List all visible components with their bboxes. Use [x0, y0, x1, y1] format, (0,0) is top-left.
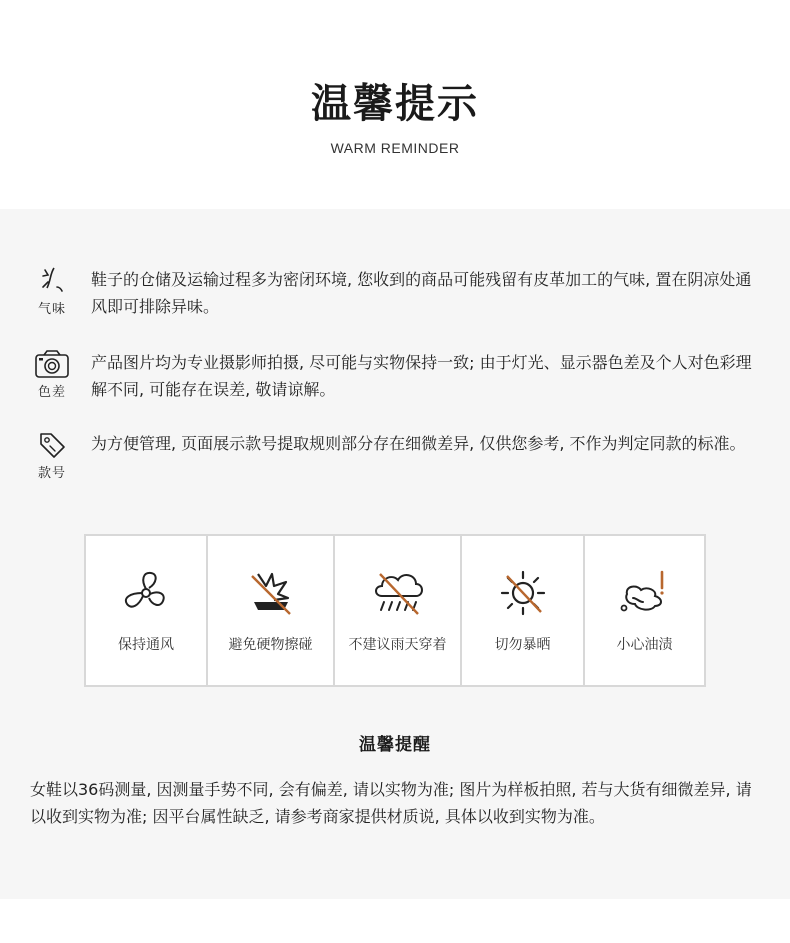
care-label: 小心油渍: [616, 637, 673, 653]
care-label: 切勿暴晒: [494, 637, 551, 653]
note-text: 产品图片均为专业摄影师拍摄, 尽可能与实物保持一致; 由于灯光、显示器色差及个人对色彩理解不同, 可能存在误差, 敬请谅解。: [91, 353, 752, 399]
note-text: 为方便管理, 页面展示款号提取规则部分存在细微差异, 仅供您参考, 不作为判定同款的标准。: [91, 434, 746, 453]
note-text: 鞋子的仓储及运输过程多为密闭环境, 您收到的商品可能残留有皮革加工的气味, 置在阴凉处通风即可排除异味。: [91, 270, 752, 316]
no-collision-icon: [244, 568, 298, 618]
care-item-no-sun: [462, 536, 585, 685]
note-icon-label: 款号: [37, 466, 66, 481]
no-rain-icon: [370, 568, 426, 618]
content-panel: [0, 209, 790, 899]
note-icon-wrap: [30, 430, 74, 481]
note-icon-wrap: [30, 266, 74, 317]
note-style-number: [0, 430, 790, 500]
reminder-text: 女鞋以36码测量, 因测量手势不同, 会有偏差, 请以实物为准; 图片为样板拍照, 若与大货有细微差异, 请以收到实物为准; 因平台属性缺乏, 请参考商家提供材质说, 具体以收到实物为准。: [30, 780, 752, 826]
care-label: 保持通风: [118, 637, 174, 653]
tag-icon: [37, 430, 67, 460]
note-smell: [0, 266, 790, 336]
care-item-oil-stain: [585, 536, 704, 685]
note-icon-label: 气味: [37, 302, 66, 317]
smell-icon: [37, 266, 67, 296]
care-item-ventilation: [86, 536, 208, 685]
camera-icon: [34, 349, 70, 379]
care-label: 避免硬物擦碰: [228, 637, 313, 653]
care-item-no-rain: [335, 536, 462, 685]
page-title: 温馨提示: [311, 81, 479, 127]
page-subtitle: WARM REMINDER: [330, 140, 460, 156]
fan-icon: [121, 568, 171, 618]
oil-stain-icon: [617, 568, 673, 618]
note-color-difference: [0, 349, 790, 419]
care-item-no-collision: [208, 536, 335, 685]
care-instructions: [84, 534, 706, 687]
no-sun-icon: [497, 568, 549, 618]
care-label: 不建议雨天穿着: [348, 637, 447, 653]
note-icon-label: 色差: [37, 385, 66, 400]
reminder-title: 温馨提醒: [359, 735, 431, 755]
note-icon-wrap: [30, 349, 74, 400]
